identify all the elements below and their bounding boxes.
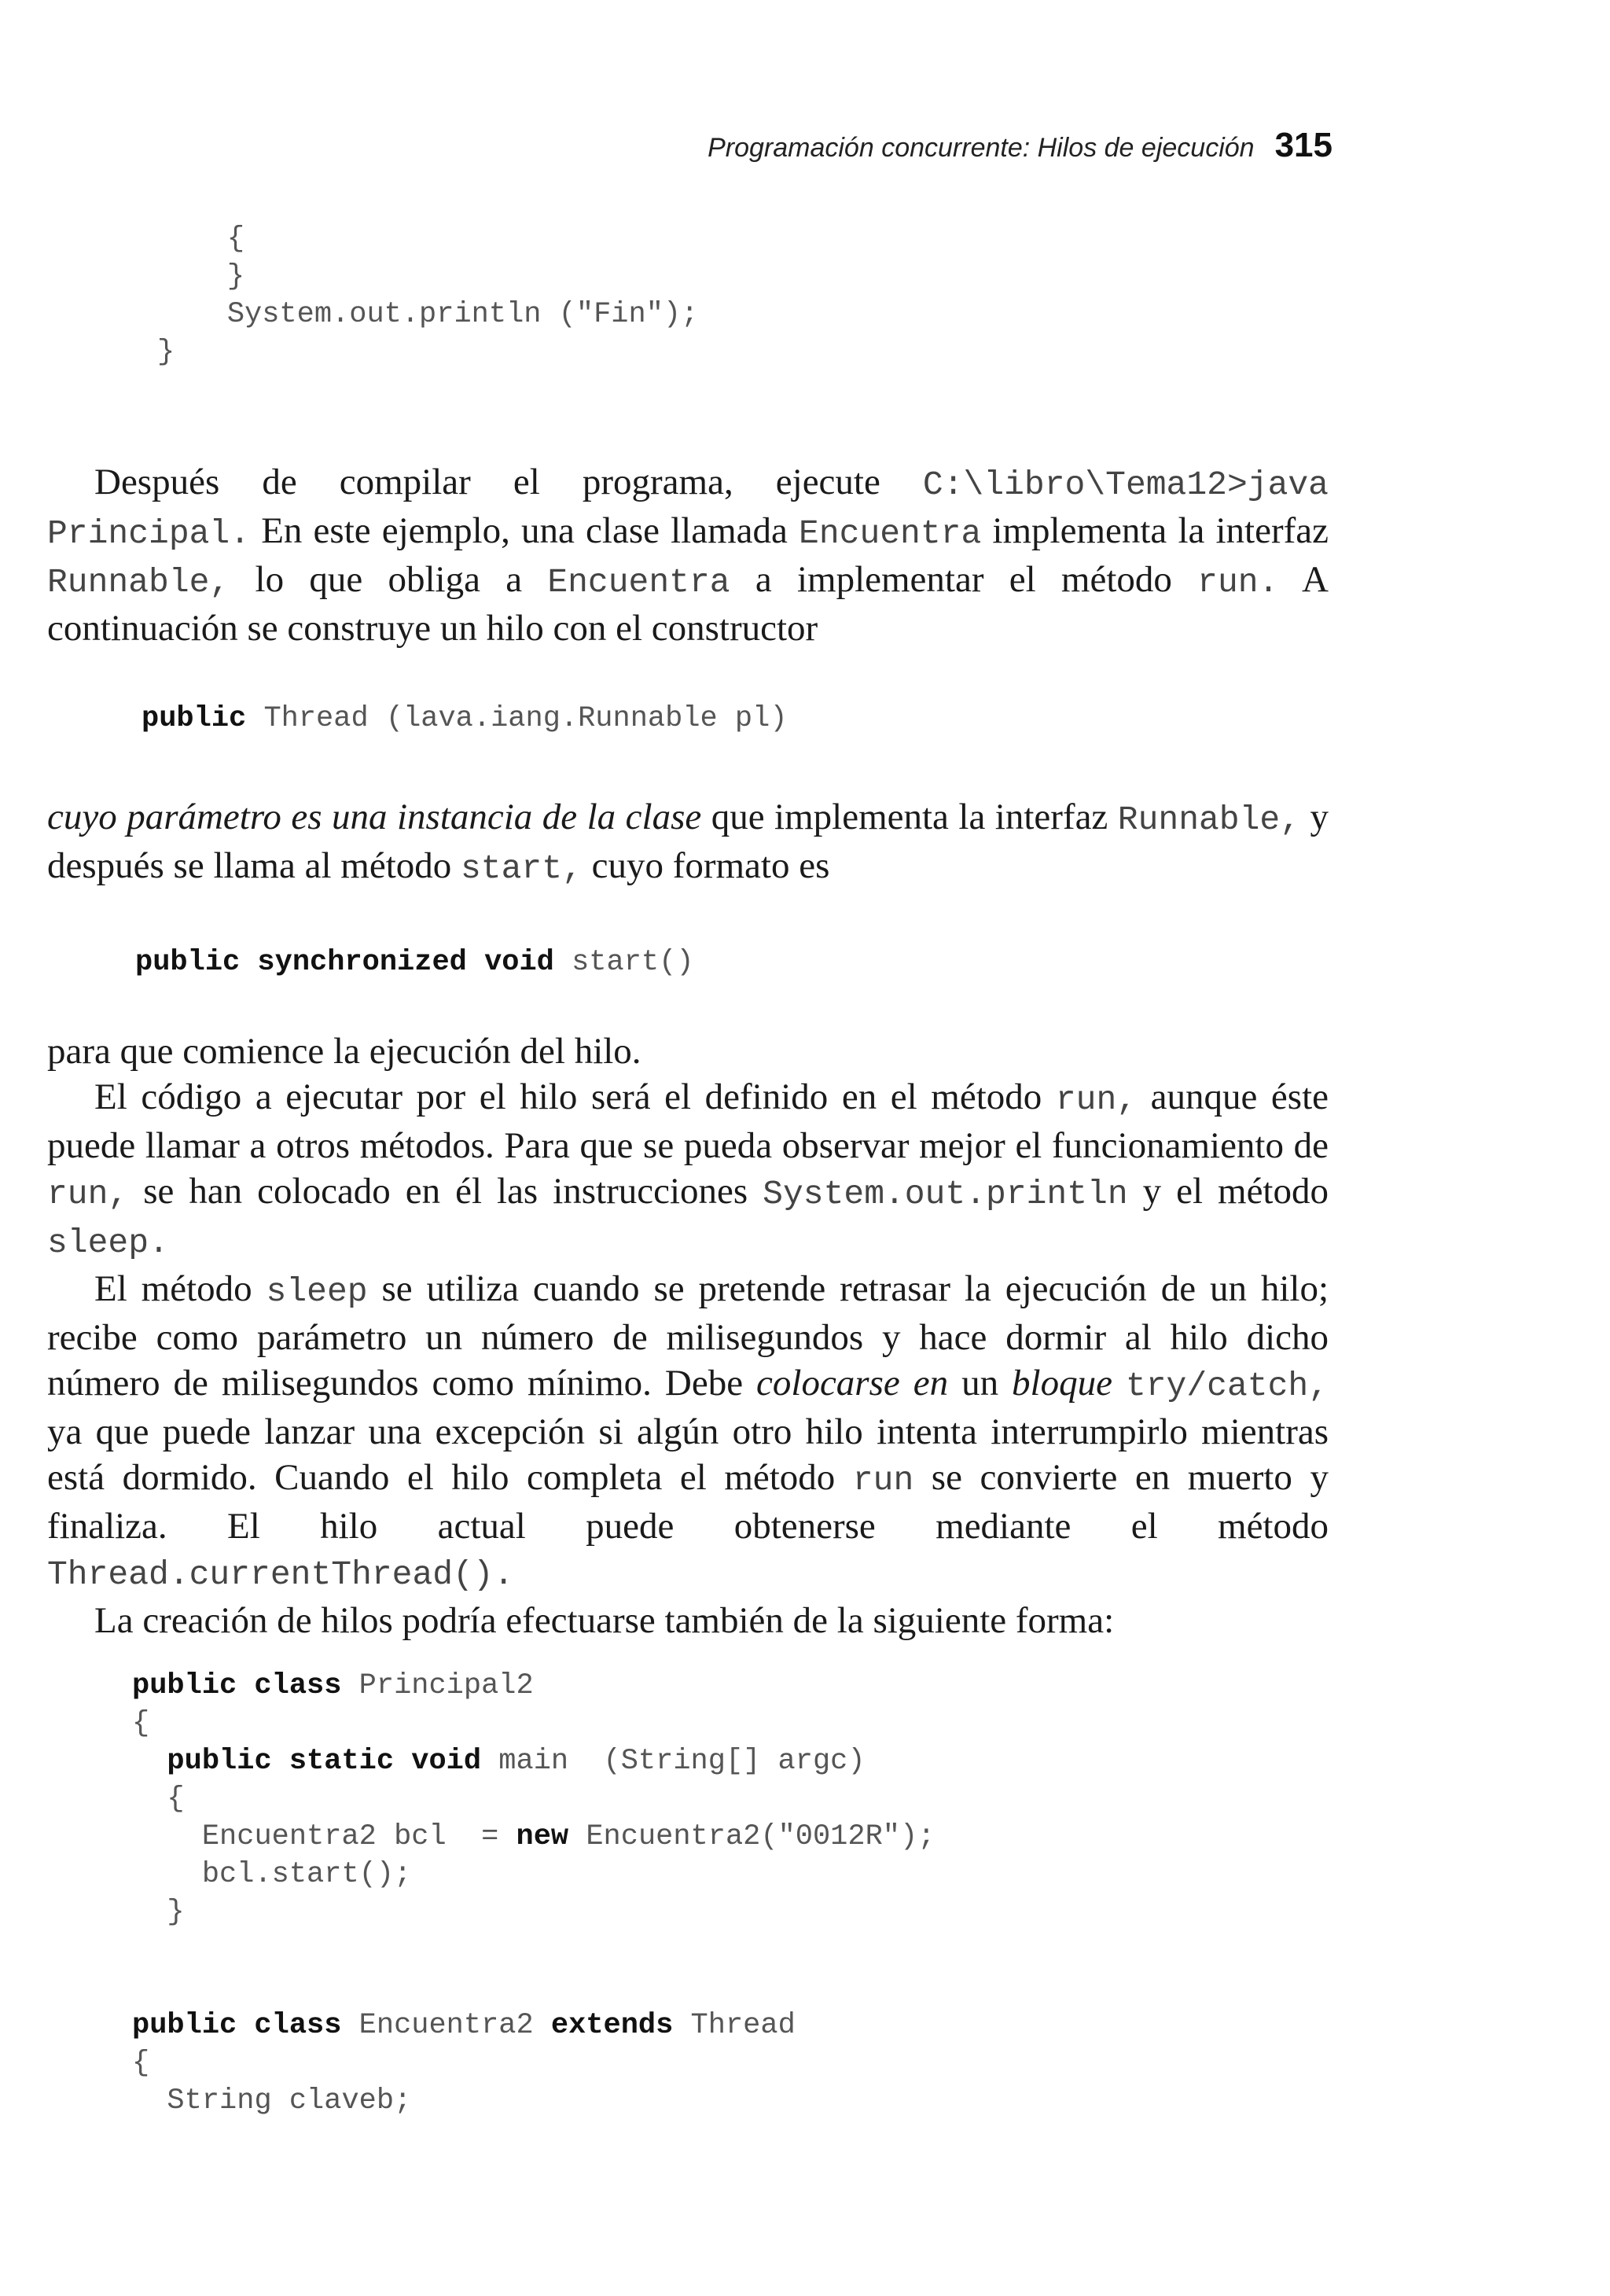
code-block-top: { } System.out.println ("Fin"); }	[157, 223, 699, 369]
paragraph-intro: Después de compilar el programa, ejecute C:\libro\Tema12>java Principal. En este ejemplo, una clase llamada Encuentra implementa la interfaz Runnable, lo que obliga a Encuentra a implementar el método run. A continuación se construye un hilo con el constructor	[47, 462, 1329, 649]
paragraph-body: para que comience la ejecución del hilo. El código a ejecutar por el hilo será el definido en el método run, aunque éste puede llamar a otros métodos. Para que se pueda observar mejor el funcionamiento de run, se han colocado en él las instrucciones System.out.println y el método sleep. El método sleep se utiliza cuando se pretende retrasar la ejecución de un hilo; recibe como parámetro un número de milisegundos y hace dormir al hilo dicho número de milisegundos como mínimo. Debe colocarse en un bloque try/catch, ya que puede lanzar una excepción si algún otro hilo intenta interrumpirlo mientras está dormido. Cuando el hilo completa el método run se convierte en muerto y finaliza. El hilo actual puede obtenerse mediante el método Thread.currentThread(). La creación de hilos podría efectuarse también de la siguiente forma:	[47, 1031, 1329, 1641]
running-header	[550, 126, 1332, 165]
page-number: 315	[1274, 126, 1332, 164]
code-block-bottom: public class Principal2 { public static void main (String[] argc) { Encuentra2 bcl = new Encuentra2("0012R"); bcl.start(); } public class Encuentra2 extends Thread { String claveb;	[132, 1669, 935, 2118]
chapter-title: Programación concurrente: Hilos de ejecución	[708, 133, 1255, 163]
paragraph-parameter: cuyo parámetro es una instancia de la clase que implementa la interfaz Runnable, y después se llama al método start, cuyo formato es	[47, 797, 1329, 888]
start-signature: public synchronized void start()	[135, 946, 694, 979]
constructor-signature: public Thread (lava.iang.Runnable pl)	[142, 702, 788, 735]
